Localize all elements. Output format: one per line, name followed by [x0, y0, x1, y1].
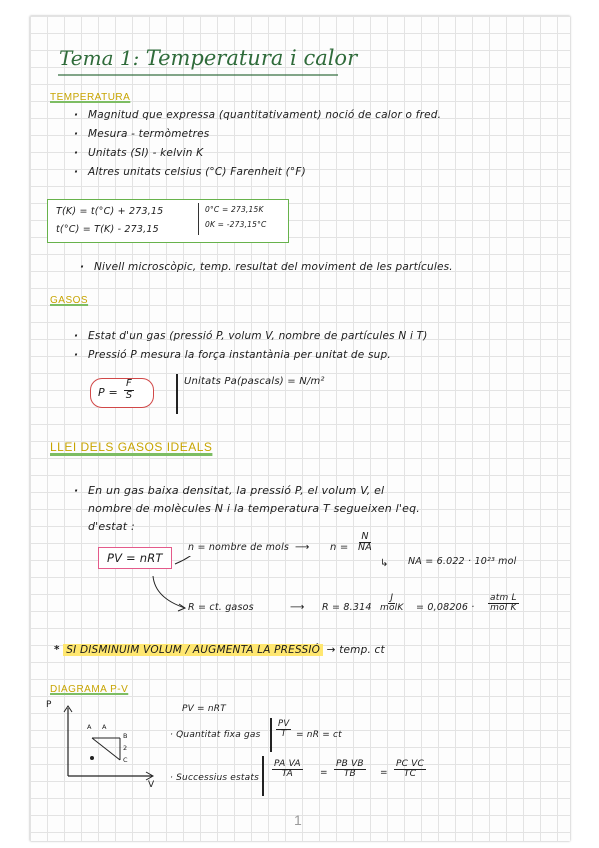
highlighted-statement: SI DISMINUIM VOLUM / AUGMENTA LA PRESSIÓ — [63, 644, 323, 656]
list-item: · Unitats (SI) - kelvin K — [88, 147, 203, 159]
r-definition: R = ct. gasos — [188, 602, 254, 613]
paragraph-line: nombre de molècules N i la temperatura T segueixen l'eq. — [88, 502, 420, 515]
n-denominator: NA — [358, 541, 373, 553]
section-heading-diagrama: DIAGRAMA P-V — [50, 684, 129, 695]
pv-formula: PV = nRT — [182, 704, 226, 714]
asterisk: * — [54, 644, 60, 656]
r-units-fraction — [380, 594, 403, 614]
n-fraction — [358, 532, 372, 553]
state-a-den: TA — [281, 769, 293, 780]
r-units-fraction-2 — [488, 594, 519, 614]
pressure-units: Unitats Pa(pascals) = N/m² — [184, 376, 325, 387]
title-main: Temperatura i calor — [145, 46, 358, 70]
pressure-formula-box — [90, 378, 154, 408]
r-units-den: molK — [380, 603, 404, 614]
notebook-page — [30, 16, 570, 841]
arrow: ⟶ — [295, 542, 310, 553]
highlight-note — [54, 644, 385, 656]
point-label-b: B — [123, 732, 128, 740]
list-item: · Nivell microscòpic, temp. resultat del moviment de les partícules. — [94, 261, 453, 273]
r-value: R = 8.314 — [322, 602, 372, 613]
v-axis-label: V — [148, 780, 155, 790]
p-axis-label: P — [46, 700, 52, 710]
fixed-quantity-text: Quantitat fixa gas — [176, 730, 261, 740]
pressure-fraction — [124, 379, 134, 401]
successive-states-text: Successius estats — [176, 773, 259, 783]
state-b-den: TB — [343, 769, 356, 780]
pv-numerator: PV — [278, 719, 290, 729]
r-value-2: = 0,08206 · — [416, 602, 475, 613]
section-heading-gasos: GASOS — [50, 295, 89, 306]
highlight-result: → temp. ct — [326, 644, 385, 656]
list-item: · Magnitud que expressa (quantitativament) noció de calor o fred. — [88, 109, 441, 121]
point-label-2: 2 — [123, 744, 128, 752]
brace — [270, 718, 272, 752]
arrow-to-r — [153, 576, 185, 608]
successive-states-label: · Successius estats — [170, 773, 259, 783]
list-item: · Pressió P mesura la força instantània per unitat de sup. — [88, 349, 391, 361]
arrow: ⟶ — [290, 602, 305, 613]
state-b-num: PB VB — [336, 759, 364, 769]
point-label-a1: A — [87, 723, 92, 731]
fixed-quantity-label: · Quantitat fixa gas — [170, 730, 261, 740]
state-c-fraction — [394, 760, 426, 780]
state-a-num: PA VA — [274, 759, 301, 769]
conversion-equiv-1: 0°C = 273,15K — [205, 205, 264, 214]
state-b-fraction — [334, 760, 366, 780]
pressure-lhs: P = — [98, 386, 118, 399]
section-heading-temperatura: TEMPERATURA — [50, 92, 131, 103]
t-denominator: T — [280, 728, 287, 739]
state-c-num: PC VC — [396, 759, 425, 769]
box-divider — [198, 203, 199, 235]
pressure-numerator: F — [126, 378, 132, 389]
process-line-ac — [92, 738, 120, 760]
point-label-c: C — [123, 756, 128, 764]
equals-sign: = — [320, 768, 328, 778]
list-item: · En un gas baixa densitat, la pressió P, el volum V, el — [88, 484, 384, 497]
state-point — [90, 756, 94, 760]
n-numerator: N — [361, 531, 369, 542]
brace — [176, 374, 178, 414]
avogadro-value: NA = 6.022 · 10²³ mol — [408, 556, 517, 567]
arrow-head — [178, 604, 185, 611]
list-item: · Estat d'un gas (pressió P, volum V, nombre de partícules N i T) — [88, 330, 428, 342]
point-label-a2: A — [102, 723, 107, 731]
state-a-fraction — [272, 760, 303, 780]
conversion-equiv-2: 0K = -273,15°C — [205, 220, 267, 229]
list-item: · Altres unitats celsius (°C) Farenheit (°F) — [88, 166, 306, 178]
fixed-quantity-rhs: = nR = ct — [296, 730, 342, 740]
r-units-num-2: atm L — [490, 593, 517, 603]
r-units-num: J — [390, 593, 394, 603]
n-definition: n = nombre de mols — [188, 542, 290, 553]
conversion-line-1: T(K) = t(°C) + 273,15 — [56, 206, 164, 217]
pv-over-t-fraction — [276, 720, 291, 739]
hook-arrow: ↳ — [380, 558, 389, 569]
n-eq-lhs: n = — [330, 542, 349, 553]
section-heading-llei: LLEI DELS GASOS IDEALS — [50, 440, 213, 454]
pv-diagram — [40, 698, 160, 788]
title-prefix: Tema 1: — [59, 46, 140, 70]
equals-sign: = — [380, 768, 388, 778]
conversion-line-2: t(°C) = T(K) - 273,15 — [56, 224, 159, 235]
list-item: · Mesura - termòmetres — [88, 128, 209, 140]
ideal-gas-law-box: PV = nRT — [98, 547, 172, 569]
pressure-denominator: S — [125, 389, 133, 401]
page-number: 1 — [294, 812, 302, 828]
r-units-den-2: mol K — [490, 603, 517, 614]
title-underline — [58, 74, 338, 76]
conversion-box — [47, 199, 289, 243]
arrow-to-n — [175, 556, 193, 564]
page-title — [59, 46, 357, 70]
paragraph-line: d'estat : — [88, 520, 135, 533]
state-c-den: TC — [403, 769, 417, 780]
brace — [262, 756, 264, 796]
